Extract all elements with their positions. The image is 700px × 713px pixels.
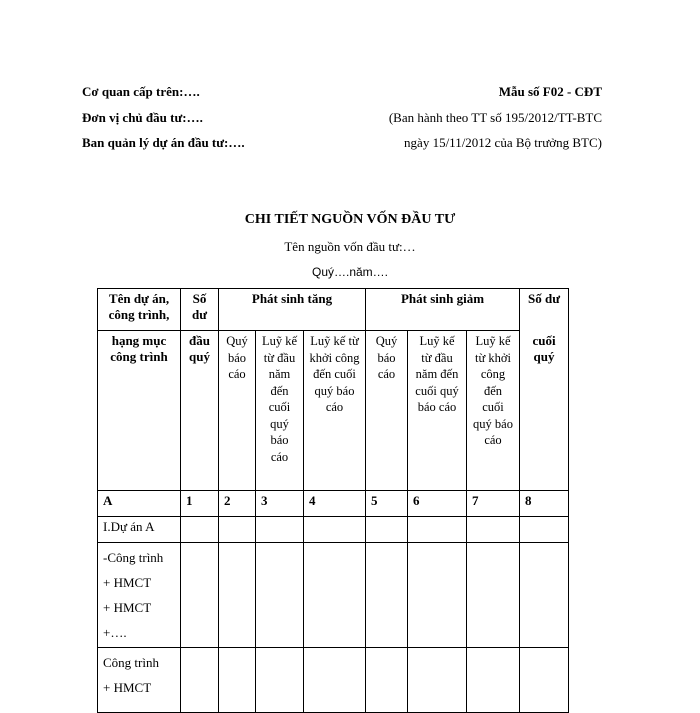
source-name: Tên nguồn vốn đầu tư:… [284,239,416,254]
col-decrease-header: Phát sinh giảm [366,289,520,331]
form-code: Mẫu số F02 - CĐT [498,84,602,99]
dec-quarter-header: Quý báo cáo [366,331,408,491]
col-number: 7 [467,491,520,517]
project-board: Ban quản lý dự án đầu tư:…. [82,135,245,150]
col-number: 6 [408,491,467,517]
investor-unit: Đơn vị chủ đầu tư:…. [82,110,203,125]
col-opening-header: Số dư [181,289,219,331]
col-increase-header: Phát sinh tăng [219,289,366,331]
dec-ytd-header: Luỹ kế từ đầu năm đến cuối quý báo cáo [408,331,467,491]
row-label: +…. [103,625,127,640]
inc-quarter-header: Quý báo cáo [219,331,256,491]
col-closing-subheader: cuối quý [520,331,569,491]
page-title: CHI TIẾT NGUỒN VỐN ĐẦU TƯ [244,212,456,227]
row-label: + HMCT [103,600,152,615]
row-label: + HMCT [103,575,152,590]
inc-ytd-header: Luỹ kế từ đầu năm đến cuối quý báo cáo [256,331,304,491]
dec-since-start-header: Luỹ kế từ khởi công đến cuối quý báo cáo [467,331,520,491]
col-number: A [98,491,181,517]
row-label: Công trình [103,655,159,670]
col-closing-header: Số dư [520,289,569,331]
table-row [98,517,569,543]
table-row [98,543,569,648]
issued-by: (Ban hành theo TT số 195/2012/TT-BTC [388,110,602,125]
col-project-header: Tên dự án, công trình, [98,289,181,331]
capital-source-table [97,288,569,713]
col-opening-subheader: đầu quý [181,331,219,491]
col-project-subheader: hạng mục công trình [98,331,181,491]
parent-agency: Cơ quan cấp trên:…. [82,84,200,99]
row-label: -Công trình [103,550,164,565]
col-number: 5 [366,491,408,517]
col-number: 2 [219,491,256,517]
col-number: 3 [256,491,304,517]
table-row [98,648,569,713]
inc-since-start-header: Luỹ kế từ khởi công đến cuối quý báo cáo [304,331,366,491]
period: Quý….năm…. [311,265,389,279]
col-number: 8 [520,491,569,517]
col-number: 4 [304,491,366,517]
row-label: + HMCT [103,680,152,695]
row-label: I.Dự án A [103,519,155,534]
issued-date: ngày 15/11/2012 của Bộ trưởng BTC) [404,135,602,150]
col-number: 1 [181,491,219,517]
